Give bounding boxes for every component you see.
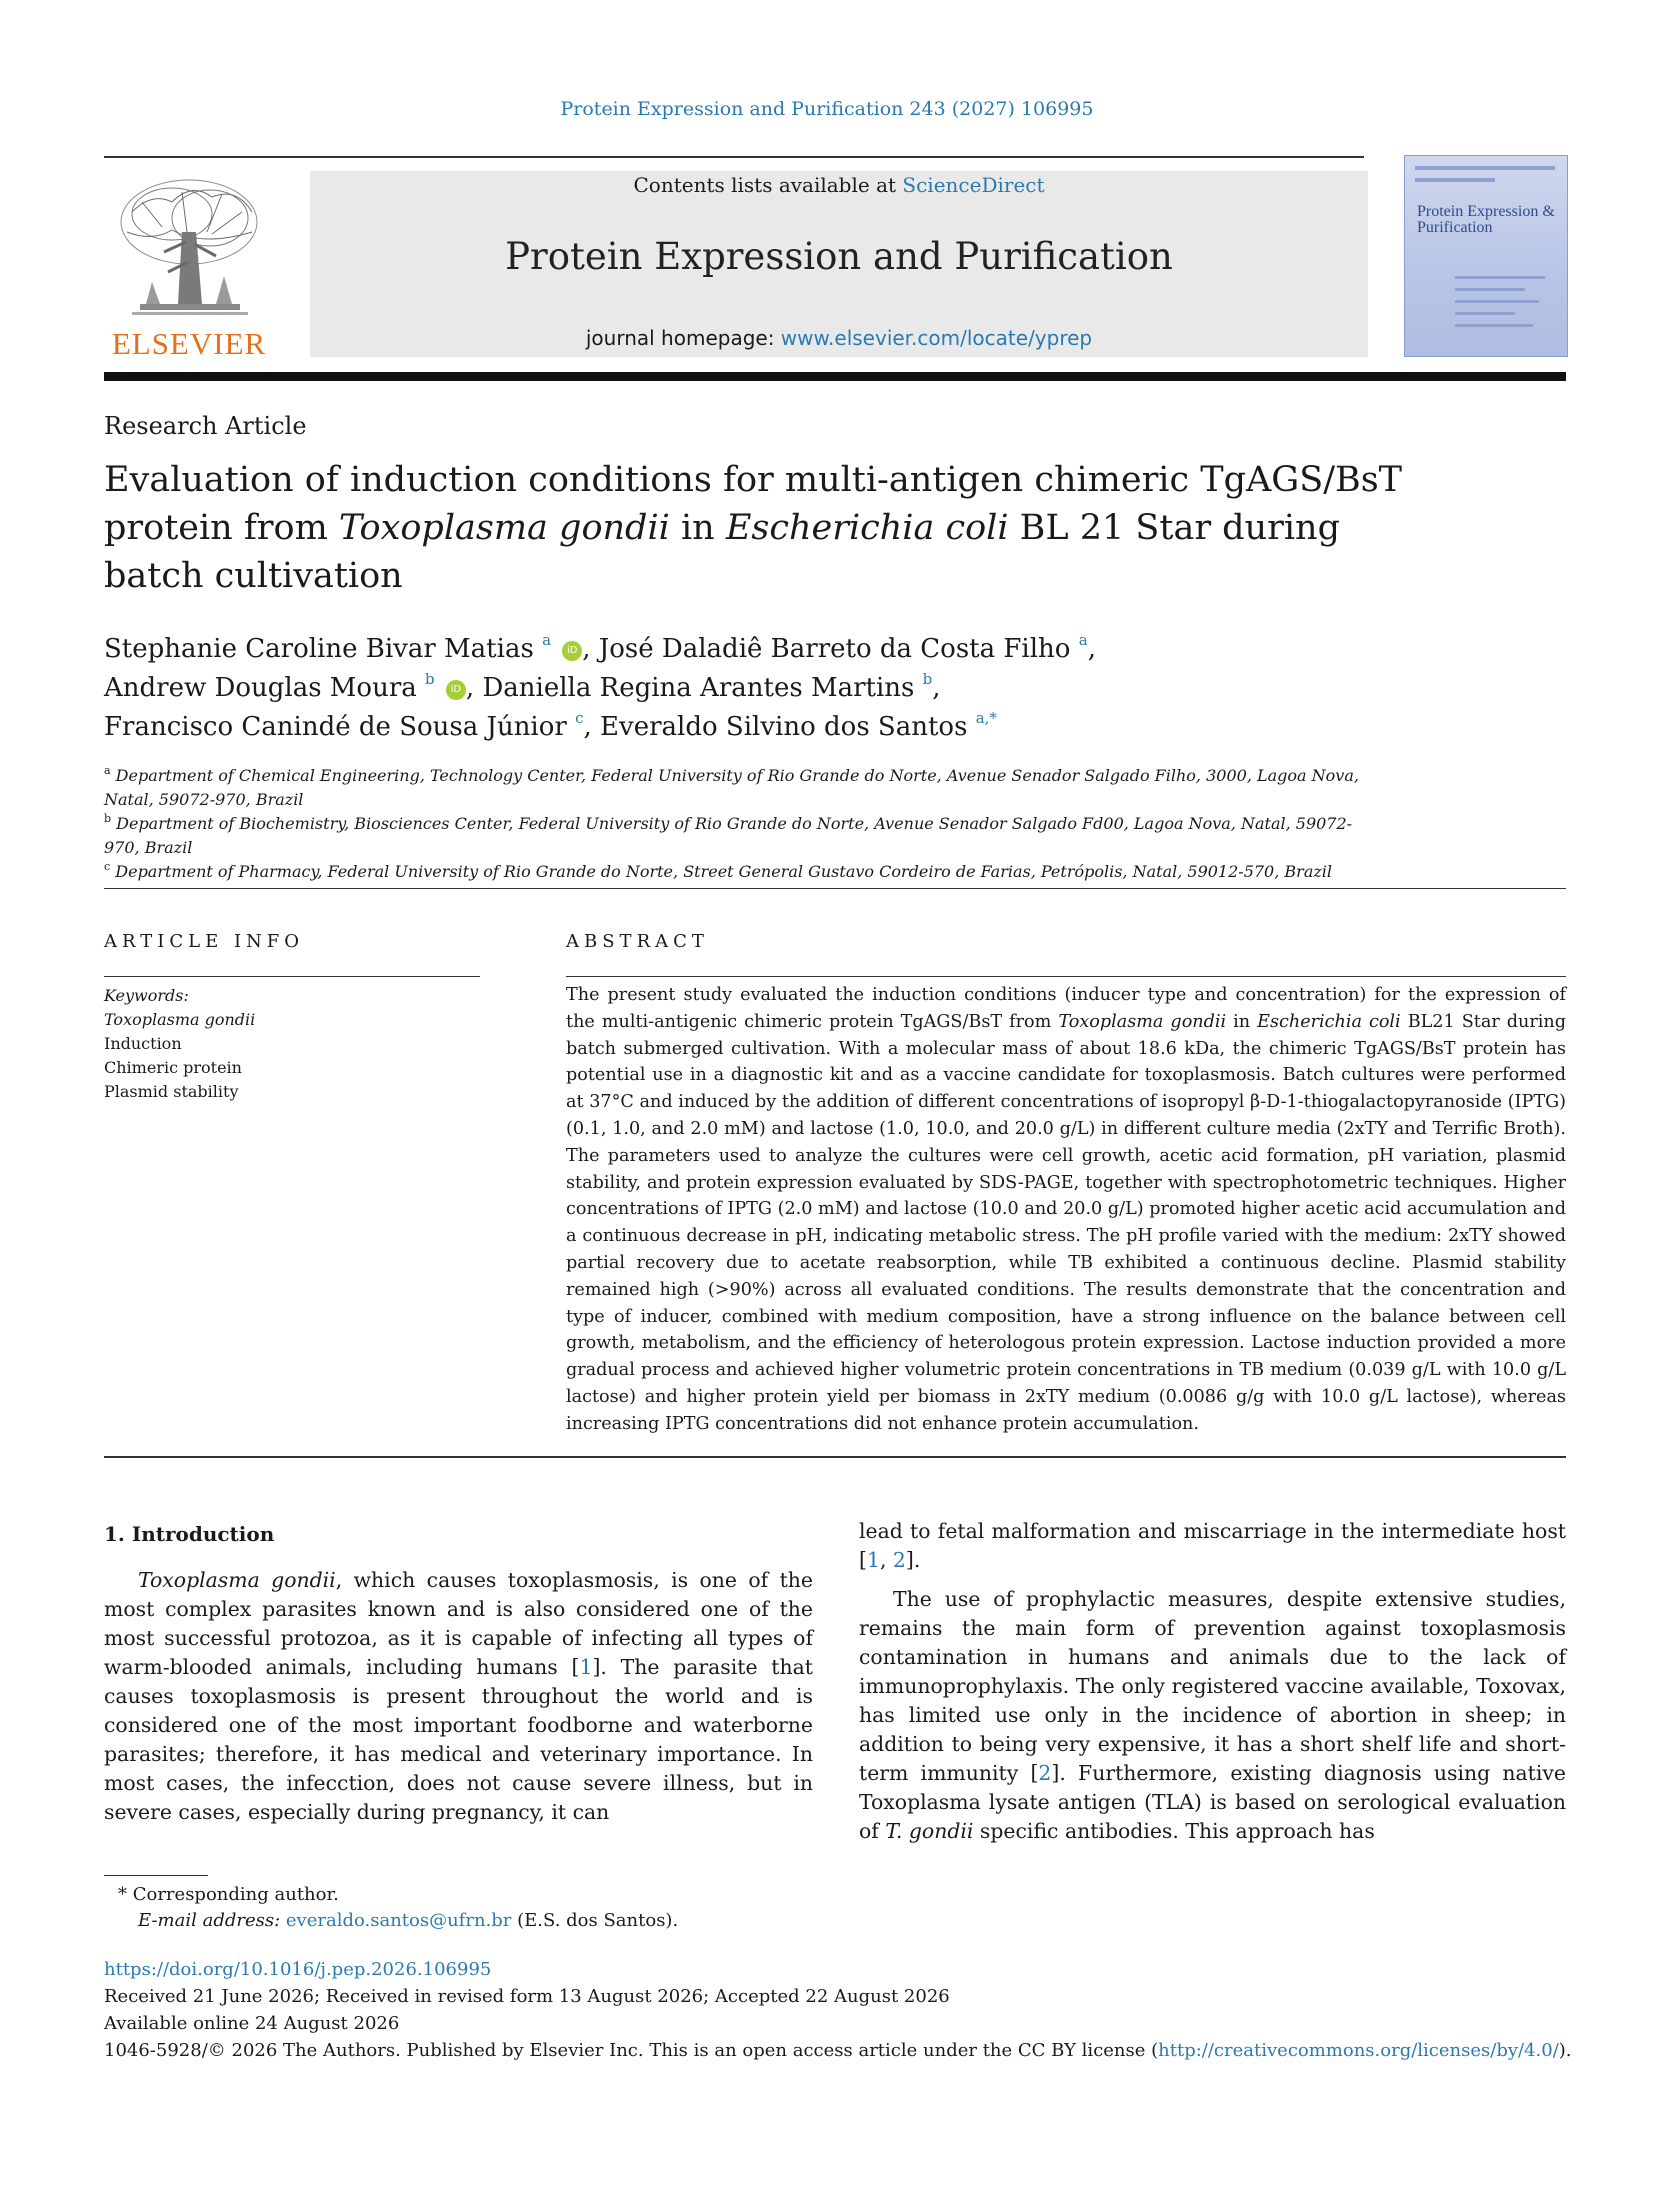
homepage-line (310, 326, 1368, 350)
license-line: 1046-5928/© 2026 The Authors. Published by Elsevier Inc. This is an open access article under the CC BY license (http://creativecommons.org/licenses/by/4.0/). (104, 2040, 1572, 2061)
citation-link[interactable]: 2 (892, 1548, 906, 1572)
header-thick-rule (104, 372, 1566, 381)
section-rule (104, 888, 1566, 889)
author-name[interactable]: Daniella Regina Arantes Martins (482, 673, 915, 703)
citation-link[interactable]: 2 (1038, 1761, 1052, 1785)
header-rule (104, 156, 1364, 158)
affiliation-item: $^a$ Department of Chemical Engineering, Technology Center, Federal University of Rio Grande do Norte, Avenue Senador Salgado Filho, 3000, Lagoa Nova, Natal, 59072-970, Brazil (104, 764, 1359, 809)
journal-cover-thumbnail[interactable] (1404, 155, 1568, 357)
author-name[interactable]: Francisco Canindé de Sousa Júnior (104, 712, 567, 742)
online-date: Available online 24 August 2026 (104, 2013, 400, 2034)
corresponding-author-note: * Corresponding author. (118, 1884, 339, 1905)
journal-homepage-link[interactable]: www.elsevier.com/locate/yprep (780, 326, 1093, 350)
homepage-prefix: journal homepage: (585, 326, 781, 350)
affiliation-item: $^c$ Department of Pharmacy, Federal University of Rio Grande do Norte, Street General Gustavo Cordeiro de Farias, Petrópolis, Natal, 59012-570, Brazil (104, 860, 1333, 881)
elsevier-wordmark: ELSEVIER (111, 326, 267, 361)
citation-link[interactable]: 1 (866, 1548, 880, 1572)
elsevier-tree-icon (112, 172, 266, 322)
author-name[interactable]: Stephanie Caroline Bivar Matias (104, 634, 534, 664)
doi-link[interactable]: https://doi.org/10.1016/j.pep.2026.106995 (104, 1959, 492, 1980)
cover-band (1455, 300, 1539, 303)
article-info-rule (104, 976, 480, 977)
cover-band (1455, 312, 1515, 315)
article-title: Evaluation of induction conditions for multi-antigen chimeric TgAGS/BsT protein from Toxoplasma gondii in Escherichia coli BL 21 Star during batch cultivation (104, 460, 1403, 596)
cover-band (1455, 324, 1533, 327)
author-affiliation-mark[interactable]: b (425, 670, 435, 688)
intro-column-left (104, 1566, 813, 1827)
section-heading: 1. Introduction (104, 1522, 275, 1546)
affiliations (104, 764, 1374, 884)
author-affiliation-mark[interactable]: a,* (975, 709, 997, 727)
section-rule (104, 1456, 1566, 1458)
author-name[interactable]: Andrew Douglas Moura (104, 673, 417, 703)
abstract-text: The present study evaluated the induction conditions (inducer type and concentration) for the expression of the multi-antigenic chimeric protein TgAGS/BsT from Toxoplasma gondii in Escherichia coli BL21 Star during batch submerged cultivation. With a molecular mass of about 18.6 kDa, the chimeric TgAGS/BsT protein has potential use in a diagnostic kit and as a vaccine candidate for toxoplasmosis. Batch cultures were performed at 37°C and induced by the addition of different concentrations of isopropyl β-D-1-thiogalactopyranoside (IPTG) (0.1, 1.0, and 2.0 mM) and lactose (1.0, 10.0, and 20.0 g/L) in different culture media (2xTY and Terrific Broth). The parameters used to analyze the cultures were cell growth, acetic acid formation, pH variation, plasmid stability, and protein expression evaluated by SDS-PAGE, together with spectrophotometric techniques. Higher concentrations of IPTG (2.0 mM) and lactose (10.0 and 20.0 g/L) promoted higher acetic acid accumulation and a continuous decrease in pH, indicating metabolic stress. The pH profile varied with the medium: 2xTY showed partial recovery due to acetate reabsorption, while TB exhibited a continuous decline. Plasmid stability remained high (>90%) across all evaluated conditions. The results demonstrate that the concentration and type of inducer, combined with medium composition, have a strong influence on the balance between cell growth, metabolism, and the efficiency of heterologous protein expression. Lactose induction provided a more gradual process and achieved higher volumetric protein concentrations in TB medium (0.039 g/L with 10.0 g/L lactose) and higher protein yield per biomass in 2xTY medium (0.0086 g/g with 10.0 g/L lactose), whereas increasing IPTG concentrations did not enhance protein accumulation. (566, 985, 1566, 1434)
paragraph: lead to fetal malformation and miscarriage in the intermediate host [1, 2]. (859, 1519, 1566, 1572)
intro-column-right (859, 1517, 1566, 1846)
journal-masthead (310, 171, 1368, 357)
elsevier-logo[interactable] (104, 172, 274, 362)
contents-line (310, 173, 1368, 197)
keyword-item: Induction (104, 1034, 182, 1053)
abstract-rule (566, 976, 1566, 977)
publication-info (104, 1956, 1584, 2064)
keyword-item: Chimeric protein (104, 1058, 242, 1077)
cover-band (1455, 288, 1525, 291)
article-type: Research Article (104, 412, 307, 440)
author-name[interactable]: Everaldo Silvino dos Santos (600, 712, 968, 742)
license-link[interactable]: http://creativecommons.org/licenses/by/4.0/ (1158, 2040, 1559, 2061)
contents-prefix: Contents lists available at (633, 173, 903, 197)
keywords-block (104, 984, 255, 1104)
citation-link[interactable]: 1 (579, 1655, 593, 1679)
email-link[interactable]: everaldo.santos@ufrn.br (285, 1910, 512, 1931)
abstract-heading: ABSTRACT (566, 931, 709, 952)
author-name[interactable]: José Daladiê Barreto da Costa Filho (598, 634, 1071, 664)
email-note: E-mail address: everaldo.santos@ufrn.br (E.S. dos Santos). (138, 1910, 679, 1931)
journal-reference[interactable]: Protein Expression and Purification 243 (2027) 106995 (560, 98, 1094, 120)
author-affiliation-mark[interactable]: b (922, 670, 933, 688)
cover-title: Protein Expression & Purification (1417, 203, 1555, 236)
author-affiliation-mark[interactable]: a (1078, 631, 1088, 649)
sciencedirect-link[interactable]: ScienceDirect (902, 173, 1045, 197)
footnotes (104, 1882, 678, 1934)
orcid-icon[interactable]: iD (446, 680, 466, 700)
keyword-item: Toxoplasma gondii (104, 1010, 256, 1029)
article-info-heading: ARTICLE INFO (104, 931, 305, 952)
cover-band (1455, 276, 1545, 279)
cover-band (1415, 166, 1555, 170)
publication-dates: Received 21 June 2026; Received in revised form 13 August 2026; Accepted 22 August 2026 (104, 1986, 950, 2007)
author-list: Stephanie Caroline Bivar Matias $^a$ iD , José Daladiê Barreto da Costa Filho $^a$, Andrew Douglas Moura $^b$ iD , Daniella Regina Arantes Martins $^b$, Francisco Canindé de Sousa Júnior $^c$, Everaldo Silvino dos Santos $^{a,*}$ (104, 631, 1096, 742)
keywords-label: Keywords: (104, 986, 189, 1005)
paragraph: Toxoplasma gondii, which causes toxoplasmosis, is one of the most complex parasites known and is also considered one of the most successful protozoa, as it is capable of infecting all types of warm-blooded animals, including humans [1]. The parasite that causes toxoplasmosis is present throughout the world and is considered one of the most important foodborne and waterborne parasites; therefore, it has medical and veterinary importance. In most cases, the infecction, does not cause severe illness, but in severe cases, especially during pregnancy, it can (104, 1568, 813, 1824)
paragraph: The use of prophylactic measures, despite extensive studies, remains the main form of prevention against toxoplasmosis contamination in humans and animals due to the lack of immunoprophylaxis. The only registered vaccine available, Toxovax, has limited use only in the incidence of abortion in sheep; in addition to being very expensive, it has a short shelf life and short-term immunity [2]. Furthermore, existing diagnosis using native Toxoplasma lysate antigen (TLA) is based on serological evaluation of T. gondii specific antibodies. This approach has (859, 1587, 1566, 1843)
cover-band (1415, 178, 1495, 182)
author-affiliation-mark[interactable]: c (575, 709, 584, 727)
keyword-item: Plasmid stability (104, 1082, 239, 1101)
orcid-icon[interactable]: iD (562, 641, 582, 661)
journal-title: Protein Expression and Purification (505, 235, 1173, 278)
footnote-rule (104, 1875, 208, 1876)
author-affiliation-mark[interactable]: a (542, 631, 552, 649)
affiliation-item: $^b$ Department of Biochemistry, Biosciences Center, Federal University of Rio Grande do Norte, Avenue Senador Salgado Fd00, Lagoa Nova, Natal, 59072-970, Brazil (104, 812, 1353, 857)
